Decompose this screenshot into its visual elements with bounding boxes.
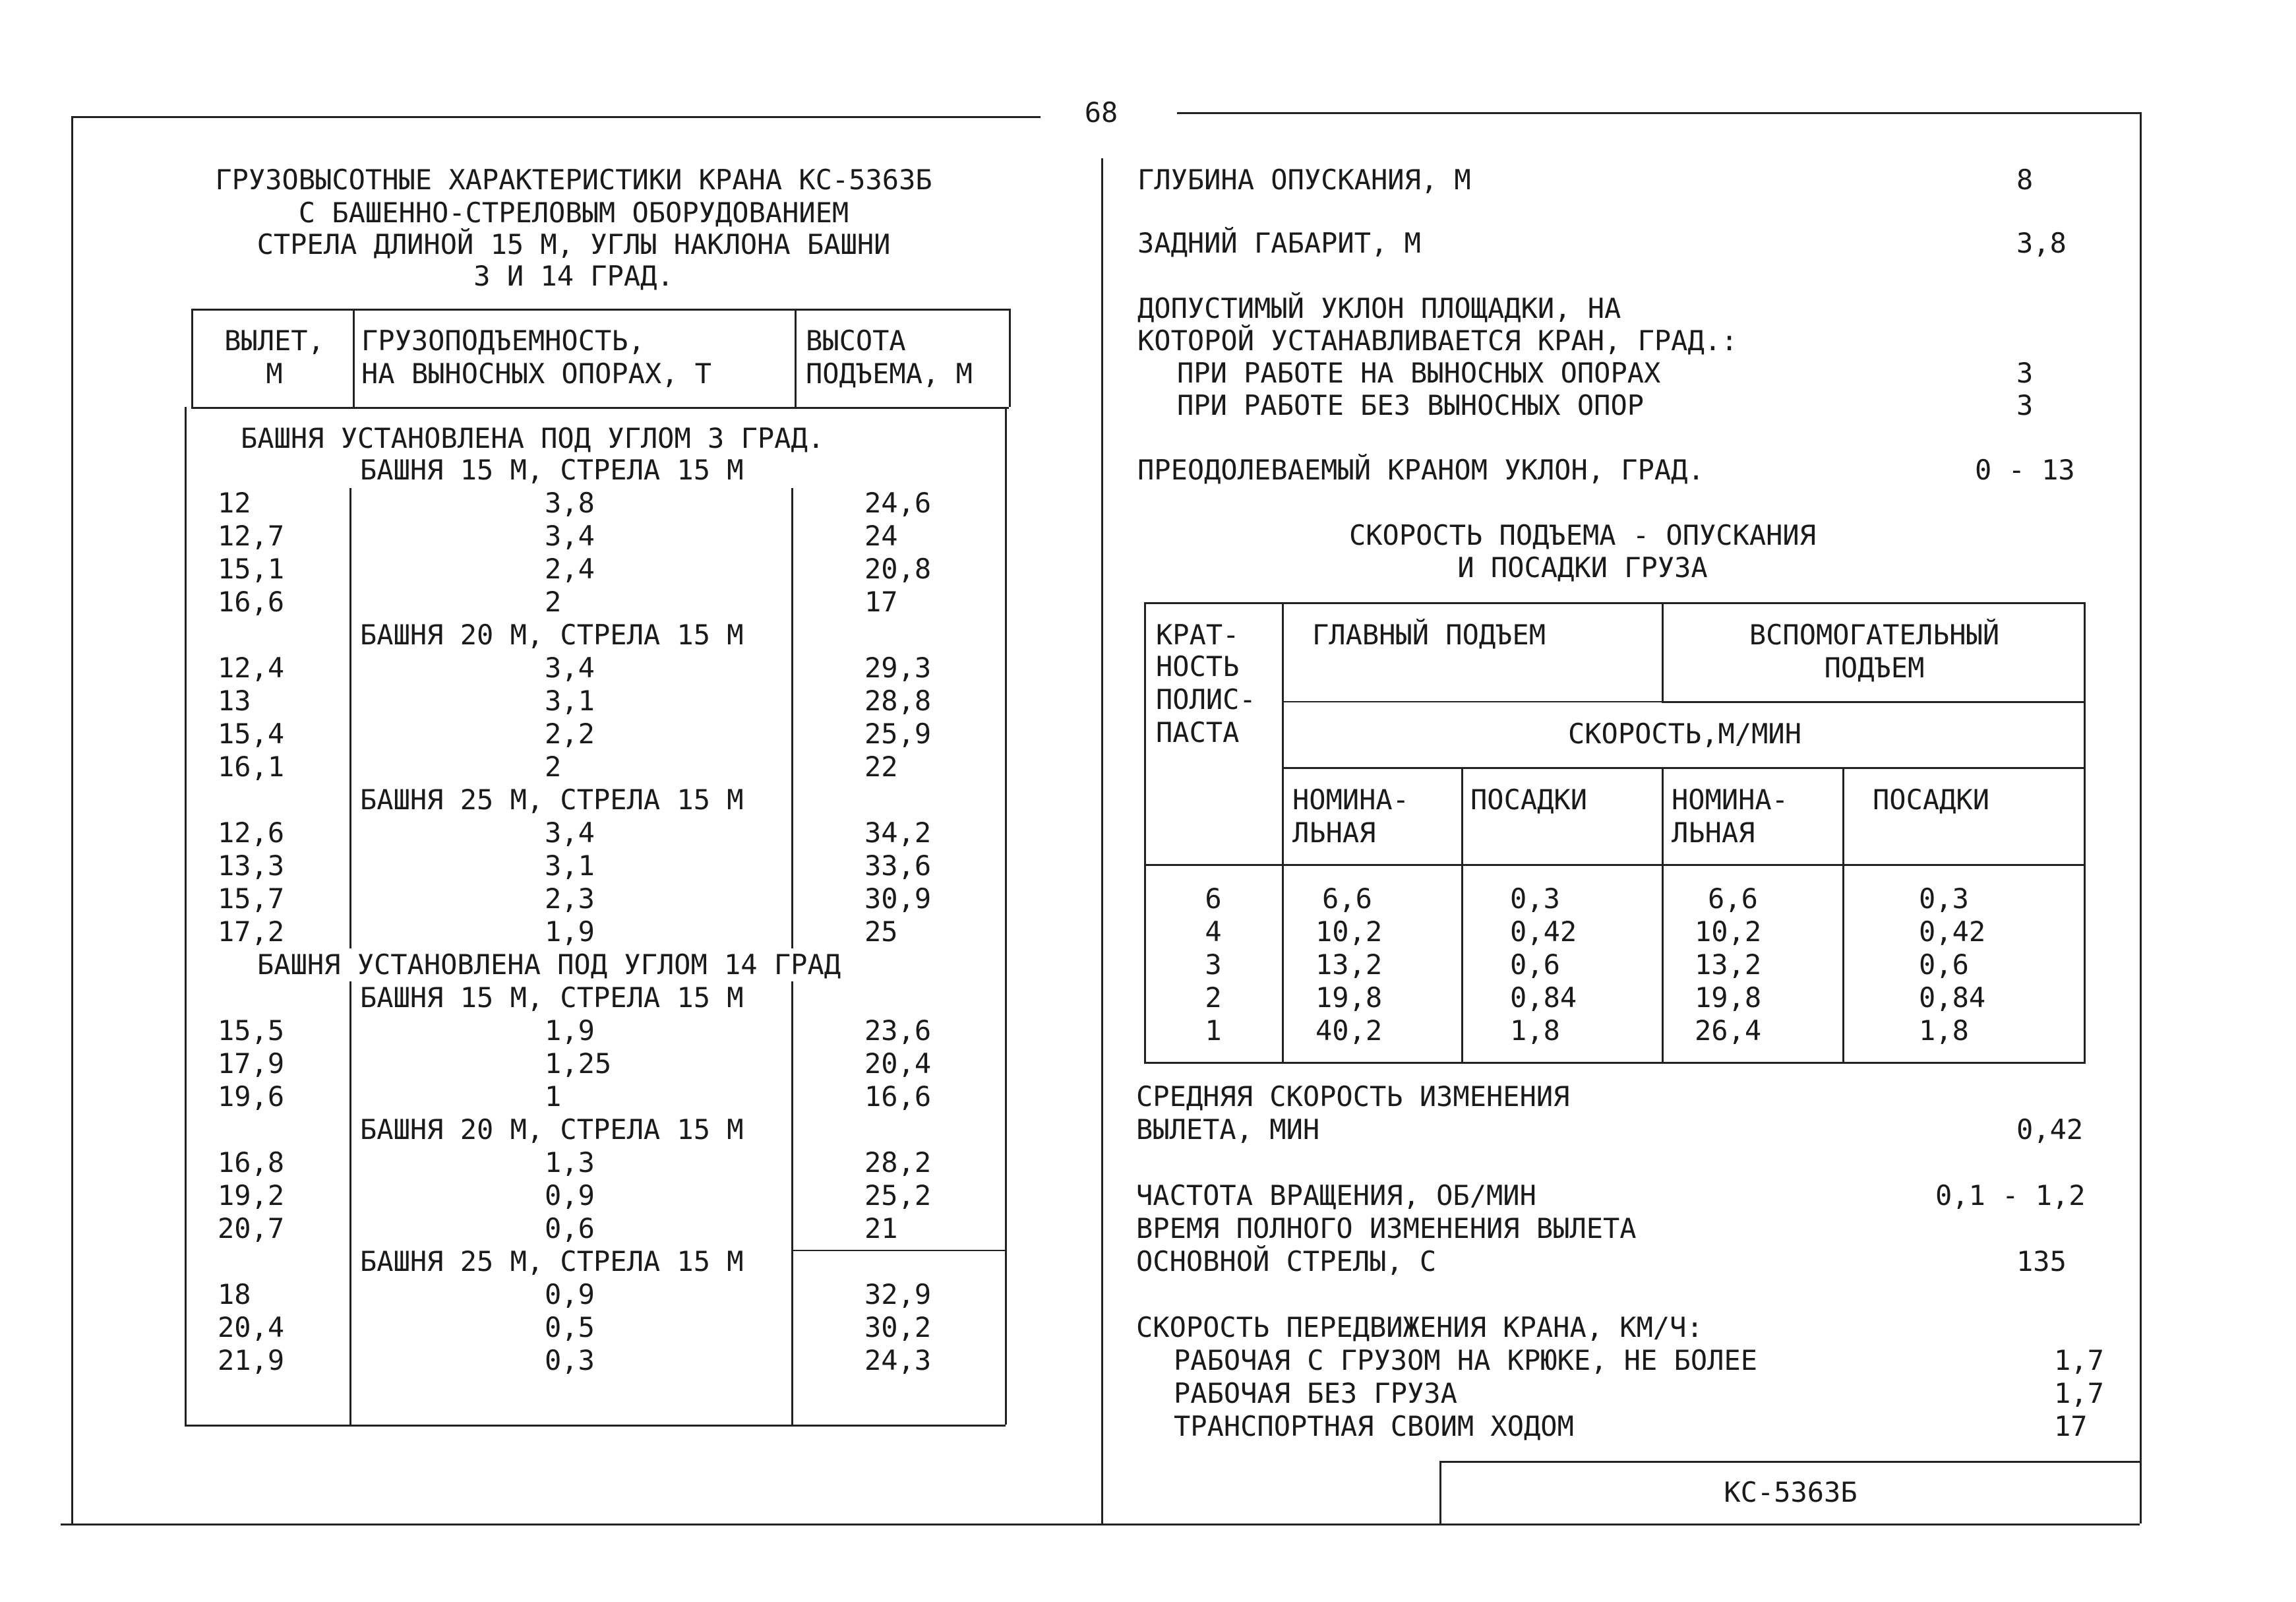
main-landing-cell: 0,3: [1510, 882, 1560, 915]
outreach-cell: 12,4: [218, 652, 285, 684]
rear-dimension-label: ЗАДНИЙ ГАБАРИТ, М: [1137, 227, 1421, 259]
capacity-cell: 3,1: [545, 849, 595, 882]
header-height: ВЫСОТА: [806, 324, 906, 357]
capacity-cell: 0,3: [545, 1344, 595, 1376]
title-line: С БАШЕННО-СТРЕЛОВЫМ ОБОРУДОВАНИЕМ: [298, 197, 849, 229]
travel-item-label: РАБОЧАЯ С ГРУЗОМ НА КРЮКЕ, НЕ БОЛЕЕ: [1174, 1344, 1758, 1376]
aux-landing-cell: 0,3: [1919, 882, 1969, 915]
multiplicity-header: ПОЛИС-: [1156, 683, 1256, 716]
multiplicity-header: НОСТЬ: [1156, 650, 1240, 683]
aux-landing-cell: 0,6: [1919, 948, 1969, 981]
main-landing-cell: 1,8: [1510, 1014, 1560, 1047]
height-cell: 34,2: [864, 816, 932, 849]
multiplicity-cell: 1: [1205, 1014, 1222, 1047]
main-nominal-cell: 19,8: [1315, 981, 1383, 1014]
stamp-code: КС-5363Б: [1724, 1476, 1858, 1508]
full-change-label: ОСНОВНОЙ СТРЕЛЫ, С: [1136, 1245, 1437, 1278]
nominal-header: ЛЬНАЯ: [1292, 816, 1376, 849]
multiplicity-cell: 2: [1205, 981, 1222, 1014]
title-line: 3 И 14 ГРАД.: [473, 260, 674, 292]
main-landing-cell: 0,84: [1510, 981, 1577, 1014]
capacity-cell: 0,5: [545, 1311, 595, 1343]
speed-unit-header: СКОРОСТЬ,М/МИН: [1567, 718, 1801, 750]
height-cell: 16,6: [864, 1080, 932, 1113]
title-line: СТРЕЛА ДЛИНОЙ 15 М, УГЛЫ НАКЛОНА БАШНИ: [257, 228, 891, 261]
rear-dimension-value: 3,8: [2016, 227, 2067, 259]
travel-item-label: ТРАНСПОРТНАЯ СВОИМ ХОДОМ: [1174, 1410, 1574, 1442]
height-cell: 28,8: [864, 685, 932, 717]
capacity-cell: 2: [545, 751, 562, 783]
aux-nominal-cell: 13,2: [1695, 948, 1762, 981]
depth-label: ГЛУБИНА ОПУСКАНИЯ, М: [1137, 164, 1471, 196]
travel-speed-title: СКОРОСТЬ ПЕРЕДВИЖЕНИЯ КРАНА, КМ/Ч:: [1136, 1311, 1703, 1343]
multiplicity-cell: 3: [1205, 948, 1222, 981]
outreach-cell: 17,9: [218, 1047, 285, 1080]
capacity-cell: 3,4: [545, 652, 595, 684]
group-title: БАШНЯ 25 М, СТРЕЛА 15 М: [360, 1245, 744, 1278]
slope-item-value: 3: [2016, 389, 2034, 421]
page-number: 68: [1084, 96, 1118, 129]
capacity-cell: 1: [545, 1080, 562, 1113]
section-title: БАШНЯ УСТАНОВЛЕНА ПОД УГЛОМ 3 ГРАД.: [241, 422, 825, 454]
outreach-cell: 19,6: [218, 1080, 285, 1113]
nominal-header: НОМИНА-: [1672, 784, 1789, 816]
capacity-cell: 2,2: [545, 718, 595, 750]
height-cell: 33,6: [864, 849, 932, 882]
height-cell: 20,4: [864, 1047, 932, 1080]
nominal-header: ЛЬНАЯ: [1672, 816, 1755, 849]
outreach-cell: 16,6: [218, 586, 285, 618]
header-capacity: НА ВЫНОСНЫХ ОПОРАХ, Т: [361, 357, 712, 390]
aux-lift-header: ВСПОМОГАТЕЛЬНЫЙ: [1749, 619, 2000, 651]
capacity-cell: 0,6: [545, 1212, 595, 1245]
aux-nominal-cell: 10,2: [1695, 915, 1762, 948]
main-lift-header: ГЛАВНЫЙ ПОДЪЕМ: [1312, 619, 1546, 651]
outreach-cell: 17,2: [218, 915, 285, 948]
height-cell: 24: [864, 520, 898, 552]
group-title: БАШНЯ 15 М, СТРЕЛА 15 М: [360, 981, 744, 1014]
height-cell: 23,6: [864, 1014, 932, 1047]
slope-label: КОТОРОЙ УСТАНАВЛИВАЕТСЯ КРАН, ГРАД.:: [1137, 324, 1738, 357]
group-title: БАШНЯ 25 М, СТРЕЛА 15 М: [360, 784, 744, 816]
rotation-label: ЧАСТОТА ВРАЩЕНИЯ, ОБ/МИН: [1136, 1179, 1536, 1212]
slope-item-label: ПРИ РАБОТЕ НА ВЫНОСНЫХ ОПОРАХ: [1177, 357, 1661, 389]
slope-item-label: ПРИ РАБОТЕ БЕЗ ВЫНОСНЫХ ОПОР: [1177, 389, 1645, 421]
capacity-cell: 0,9: [545, 1278, 595, 1310]
full-change-label: ВРЕМЯ ПОЛНОГО ИЗМЕНЕНИЯ ВЫЛЕТА: [1136, 1212, 1637, 1245]
avg-speed-value: 0,42: [2016, 1113, 2084, 1146]
capacity-cell: 3,4: [545, 816, 595, 849]
main-nominal-cell: 40,2: [1315, 1014, 1383, 1047]
landing-header: ПОСАДКИ: [1470, 784, 1588, 816]
outreach-cell: 12: [218, 487, 251, 519]
outreach-cell: 20,4: [218, 1311, 285, 1343]
avg-speed-label: СРЕДНЯЯ СКОРОСТЬ ИЗМЕНЕНИЯ: [1136, 1080, 1570, 1113]
outreach-cell: 15,4: [218, 718, 285, 750]
header-outreach: М: [266, 357, 283, 390]
outreach-cell: 18: [218, 1278, 251, 1310]
main-landing-cell: 0,42: [1510, 915, 1577, 948]
outreach-cell: 20,7: [218, 1212, 285, 1245]
nominal-header: НОМИНА-: [1292, 784, 1410, 816]
main-nominal-cell: 13,2: [1315, 948, 1383, 981]
outreach-cell: 15,7: [218, 882, 285, 915]
group-title: БАШНЯ 20 М, СТРЕЛА 15 М: [360, 1113, 744, 1146]
multiplicity-cell: 4: [1205, 915, 1222, 948]
multiplicity-header: ПАСТА: [1156, 716, 1240, 749]
overcome-slope-label: ПРЕОДОЛЕВАЕМЫЙ КРАНОМ УКЛОН, ГРАД.: [1137, 454, 1705, 486]
capacity-cell: 1,3: [545, 1146, 595, 1179]
capacity-cell: 3,4: [545, 520, 595, 552]
main-nominal-cell: 10,2: [1315, 915, 1383, 948]
height-cell: 20,8: [864, 553, 932, 585]
capacity-cell: 3,8: [545, 487, 595, 519]
landing-header: ПОСАДКИ: [1873, 784, 1990, 816]
height-cell: 32,9: [864, 1278, 932, 1310]
aux-lift-header: ПОДЪЕМ: [1824, 652, 1925, 684]
travel-item-label: РАБОЧАЯ БЕЗ ГРУЗА: [1174, 1377, 1457, 1409]
height-cell: 30,2: [864, 1311, 932, 1343]
outreach-cell: 16,8: [218, 1146, 285, 1179]
depth-value: 8: [2016, 164, 2034, 196]
outreach-cell: 15,1: [218, 553, 285, 585]
height-cell: 22: [864, 751, 898, 783]
capacity-cell: 1,9: [545, 1014, 595, 1047]
height-cell: 25,2: [864, 1179, 932, 1212]
aux-nominal-cell: 19,8: [1695, 981, 1762, 1014]
capacity-cell: 3,1: [545, 685, 595, 717]
outreach-cell: 12,7: [218, 520, 285, 552]
speed-title: И ПОСАДКИ ГРУЗА: [1457, 551, 1708, 584]
capacity-cell: 2: [545, 586, 562, 618]
height-cell: 17: [864, 586, 898, 618]
outreach-cell: 21,9: [218, 1344, 285, 1376]
aux-nominal-cell: 6,6: [1708, 882, 1758, 915]
multiplicity-cell: 6: [1205, 882, 1222, 915]
capacity-cell: 0,9: [545, 1179, 595, 1212]
height-cell: 30,9: [864, 882, 932, 915]
speed-title: СКОРОСТЬ ПОДЪЕМА - ОПУСКАНИЯ: [1348, 519, 1816, 551]
group-title: БАШНЯ 20 М, СТРЕЛА 15 М: [360, 619, 744, 651]
height-cell: 29,3: [864, 652, 932, 684]
aux-landing-cell: 1,8: [1919, 1014, 1969, 1047]
full-change-value: 135: [2016, 1245, 2067, 1278]
section-title: БАШНЯ УСТАНОВЛЕНА ПОД УГЛОМ 14 ГРАД: [257, 948, 841, 981]
avg-speed-label: ВЫЛЕТА, МИН: [1136, 1113, 1320, 1146]
outreach-cell: 13,3: [218, 849, 285, 882]
height-cell: 24,3: [864, 1344, 932, 1376]
outreach-cell: 16,1: [218, 751, 285, 783]
main-nominal-cell: 6,6: [1322, 882, 1372, 915]
capacity-cell: 1,9: [545, 915, 595, 948]
outreach-cell: 12,6: [218, 816, 285, 849]
aux-landing-cell: 0,42: [1919, 915, 1986, 948]
multiplicity-header: КРАТ-: [1156, 619, 1240, 651]
header-capacity: ГРУЗОПОДЪЕМНОСТЬ,: [361, 324, 645, 357]
height-cell: 25: [864, 915, 898, 948]
overcome-slope-value: 0 - 13: [1975, 454, 2075, 486]
group-title: БАШНЯ 15 М, СТРЕЛА 15 М: [360, 454, 744, 486]
travel-item-value: 17: [2054, 1410, 2088, 1442]
outreach-cell: 15,5: [218, 1014, 285, 1047]
slope-item-value: 3: [2016, 357, 2034, 389]
capacity-cell: 2,4: [545, 553, 595, 585]
travel-item-value: 1,7: [2054, 1377, 2104, 1409]
height-cell: 21: [864, 1212, 898, 1245]
height-cell: 25,9: [864, 718, 932, 750]
travel-item-value: 1,7: [2054, 1344, 2104, 1376]
height-cell: 24,6: [864, 487, 932, 519]
header-height: ПОДЪЕМА, М: [806, 357, 973, 390]
rotation-value: 0,1 - 1,2: [1935, 1179, 2086, 1212]
title-line: ГРУЗОВЫСОТНЫЕ ХАРАКТЕРИСТИКИ КРАНА КС-5363Б: [215, 164, 932, 196]
outreach-cell: 19,2: [218, 1179, 285, 1212]
main-landing-cell: 0,6: [1510, 948, 1560, 981]
height-cell: 28,2: [864, 1146, 932, 1179]
aux-nominal-cell: 26,4: [1695, 1014, 1762, 1047]
capacity-cell: 1,25: [545, 1047, 612, 1080]
capacity-cell: 2,3: [545, 882, 595, 915]
outreach-cell: 13: [218, 685, 251, 717]
slope-label: ДОПУСТИМЫЙ УКЛОН ПЛОЩАДКИ, НА: [1137, 292, 1621, 324]
header-outreach: ВЫЛЕТ,: [224, 324, 324, 357]
aux-landing-cell: 0,84: [1919, 981, 1986, 1014]
